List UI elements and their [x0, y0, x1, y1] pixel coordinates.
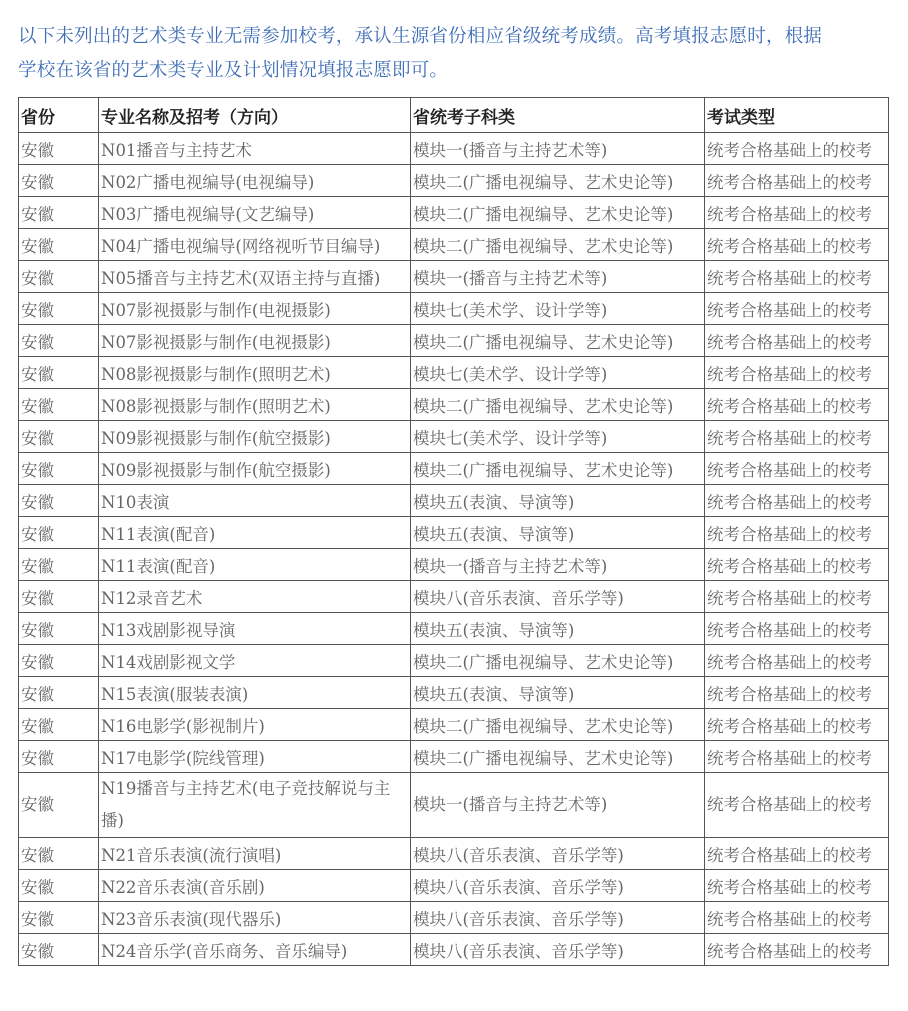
cell-major: N11表演(配音) — [99, 517, 411, 549]
table-row — [19, 357, 889, 389]
cell-province: 安徽 — [19, 645, 99, 677]
cell-major: N21音乐表演(流行演唱) — [99, 838, 411, 870]
table-body — [19, 133, 889, 966]
cell-exam-type: 统考合格基础上的校考 — [705, 870, 889, 902]
table-row — [19, 485, 889, 517]
table-row — [19, 741, 889, 773]
cell-major: N19播音与主持艺术(电子竞技解说与主播) — [99, 773, 411, 838]
cell-subcategory: 模块一(播音与主持艺术等) — [411, 261, 705, 293]
cell-province: 安徽 — [19, 902, 99, 934]
cell-exam-type: 统考合格基础上的校考 — [705, 357, 889, 389]
cell-exam-type: 统考合格基础上的校考 — [705, 741, 889, 773]
header-major: 专业名称及招考（方向） — [99, 98, 411, 133]
cell-subcategory: 模块二(广播电视编导、艺术史论等) — [411, 741, 705, 773]
table-row — [19, 453, 889, 485]
cell-subcategory: 模块二(广播电视编导、艺术史论等) — [411, 645, 705, 677]
cell-exam-type: 统考合格基础上的校考 — [705, 453, 889, 485]
cell-exam-type: 统考合格基础上的校考 — [705, 229, 889, 261]
cell-province: 安徽 — [19, 165, 99, 197]
cell-province: 安徽 — [19, 517, 99, 549]
cell-province: 安徽 — [19, 389, 99, 421]
cell-exam-type: 统考合格基础上的校考 — [705, 581, 889, 613]
table-row — [19, 934, 889, 966]
table-row — [19, 517, 889, 549]
cell-province: 安徽 — [19, 838, 99, 870]
cell-subcategory: 模块二(广播电视编导、艺术史论等) — [411, 165, 705, 197]
cell-subcategory: 模块八(音乐表演、音乐学等) — [411, 838, 705, 870]
cell-exam-type: 统考合格基础上的校考 — [705, 838, 889, 870]
cell-province: 安徽 — [19, 870, 99, 902]
table-row — [19, 581, 889, 613]
cell-province: 安徽 — [19, 453, 99, 485]
table-row — [19, 389, 889, 421]
cell-exam-type: 统考合格基础上的校考 — [705, 389, 889, 421]
cell-province: 安徽 — [19, 773, 99, 838]
cell-major: N22音乐表演(音乐剧) — [99, 870, 411, 902]
cell-exam-type: 统考合格基础上的校考 — [705, 613, 889, 645]
cell-major: N12录音艺术 — [99, 581, 411, 613]
table-row — [19, 133, 889, 165]
cell-major: N09影视摄影与制作(航空摄影) — [99, 421, 411, 453]
table-row — [19, 293, 889, 325]
cell-subcategory: 模块二(广播电视编导、艺术史论等) — [411, 709, 705, 741]
art-majors-table — [18, 97, 889, 966]
cell-major: N04广播电视编导(网络视听节目编导) — [99, 229, 411, 261]
cell-exam-type: 统考合格基础上的校考 — [705, 197, 889, 229]
table-row — [19, 549, 889, 581]
cell-exam-type: 统考合格基础上的校考 — [705, 709, 889, 741]
cell-exam-type: 统考合格基础上的校考 — [705, 133, 889, 165]
table-row — [19, 229, 889, 261]
cell-subcategory: 模块二(广播电视编导、艺术史论等) — [411, 229, 705, 261]
cell-subcategory: 模块二(广播电视编导、艺术史论等) — [411, 325, 705, 357]
cell-exam-type: 统考合格基础上的校考 — [705, 934, 889, 966]
cell-province: 安徽 — [19, 709, 99, 741]
table-row — [19, 677, 889, 709]
table-row — [19, 902, 889, 934]
cell-province: 安徽 — [19, 421, 99, 453]
cell-subcategory: 模块一(播音与主持艺术等) — [411, 773, 705, 838]
header-province: 省份 — [19, 98, 99, 133]
cell-exam-type: 统考合格基础上的校考 — [705, 165, 889, 197]
cell-major: N14戏剧影视文学 — [99, 645, 411, 677]
cell-exam-type: 统考合格基础上的校考 — [705, 902, 889, 934]
table-row — [19, 613, 889, 645]
cell-major: N23音乐表演(现代器乐) — [99, 902, 411, 934]
cell-major: N10表演 — [99, 485, 411, 517]
cell-major: N13戏剧影视导演 — [99, 613, 411, 645]
table-row — [19, 838, 889, 870]
cell-subcategory: 模块八(音乐表演、音乐学等) — [411, 934, 705, 966]
cell-subcategory: 模块五(表演、导演等) — [411, 485, 705, 517]
cell-subcategory: 模块二(广播电视编导、艺术史论等) — [411, 197, 705, 229]
cell-exam-type: 统考合格基础上的校考 — [705, 549, 889, 581]
cell-subcategory: 模块八(音乐表演、音乐学等) — [411, 902, 705, 934]
cell-major: N08影视摄影与制作(照明艺术) — [99, 357, 411, 389]
cell-major: N03广播电视编导(文艺编导) — [99, 197, 411, 229]
intro-line-1: 以下未列出的艺术类专业无需参加校考，承认生源省份相应省级统考成绩。高考填报志愿时，根据 — [18, 26, 823, 47]
cell-subcategory: 模块七(美术学、设计学等) — [411, 293, 705, 325]
cell-major: N09影视摄影与制作(航空摄影) — [99, 453, 411, 485]
cell-major: N08影视摄影与制作(照明艺术) — [99, 389, 411, 421]
cell-province: 安徽 — [19, 677, 99, 709]
cell-province: 安徽 — [19, 133, 99, 165]
cell-subcategory: 模块五(表演、导演等) — [411, 677, 705, 709]
table-row — [19, 197, 889, 229]
table-row — [19, 645, 889, 677]
cell-province: 安徽 — [19, 325, 99, 357]
cell-province: 安徽 — [19, 613, 99, 645]
table-row — [19, 165, 889, 197]
cell-province: 安徽 — [19, 549, 99, 581]
cell-exam-type: 统考合格基础上的校考 — [705, 325, 889, 357]
cell-major: N07影视摄影与制作(电视摄影) — [99, 293, 411, 325]
cell-province: 安徽 — [19, 229, 99, 261]
cell-subcategory: 模块一(播音与主持艺术等) — [411, 133, 705, 165]
cell-exam-type: 统考合格基础上的校考 — [705, 645, 889, 677]
cell-major: N11表演(配音) — [99, 549, 411, 581]
cell-subcategory: 模块二(广播电视编导、艺术史论等) — [411, 453, 705, 485]
cell-major: N05播音与主持艺术(双语主持与直播) — [99, 261, 411, 293]
cell-subcategory: 模块八(音乐表演、音乐学等) — [411, 581, 705, 613]
cell-exam-type: 统考合格基础上的校考 — [705, 517, 889, 549]
cell-subcategory: 模块二(广播电视编导、艺术史论等) — [411, 389, 705, 421]
intro-line-2: 学校在该省的艺术类专业及计划情况填报志愿即可。 — [18, 60, 449, 81]
cell-subcategory: 模块八(音乐表演、音乐学等) — [411, 870, 705, 902]
cell-major: N24音乐学(音乐商务、音乐编导) — [99, 934, 411, 966]
cell-major: N07影视摄影与制作(电视摄影) — [99, 325, 411, 357]
cell-major: N02广播电视编导(电视编导) — [99, 165, 411, 197]
cell-exam-type: 统考合格基础上的校考 — [705, 773, 889, 838]
cell-province: 安徽 — [19, 581, 99, 613]
table-row — [19, 325, 889, 357]
cell-province: 安徽 — [19, 741, 99, 773]
table-header-row — [19, 98, 889, 133]
cell-subcategory: 模块七(美术学、设计学等) — [411, 421, 705, 453]
cell-province: 安徽 — [19, 934, 99, 966]
cell-province: 安徽 — [19, 357, 99, 389]
cell-subcategory: 模块七(美术学、设计学等) — [411, 357, 705, 389]
cell-exam-type: 统考合格基础上的校考 — [705, 677, 889, 709]
cell-exam-type: 统考合格基础上的校考 — [705, 421, 889, 453]
cell-province: 安徽 — [19, 261, 99, 293]
table-row — [19, 421, 889, 453]
header-subcategory: 省统考子科类 — [411, 98, 705, 133]
table-row — [19, 709, 889, 741]
cell-major: N16电影学(影视制片) — [99, 709, 411, 741]
cell-major: N15表演(服装表演) — [99, 677, 411, 709]
cell-province: 安徽 — [19, 293, 99, 325]
cell-subcategory: 模块五(表演、导演等) — [411, 613, 705, 645]
cell-exam-type: 统考合格基础上的校考 — [705, 261, 889, 293]
intro-paragraph — [18, 20, 893, 88]
cell-province: 安徽 — [19, 197, 99, 229]
cell-subcategory: 模块一(播音与主持艺术等) — [411, 549, 705, 581]
cell-major: N17电影学(院线管理) — [99, 741, 411, 773]
table-row — [19, 870, 889, 902]
cell-major: N01播音与主持艺术 — [99, 133, 411, 165]
header-exam-type: 考试类型 — [705, 98, 889, 133]
table-row — [19, 773, 889, 838]
cell-exam-type: 统考合格基础上的校考 — [705, 485, 889, 517]
cell-province: 安徽 — [19, 485, 99, 517]
table-row — [19, 261, 889, 293]
cell-subcategory: 模块五(表演、导演等) — [411, 517, 705, 549]
cell-exam-type: 统考合格基础上的校考 — [705, 293, 889, 325]
